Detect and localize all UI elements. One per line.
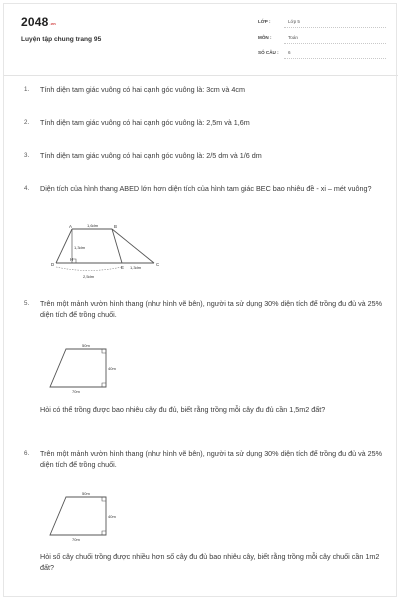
garden-trapezoid-figure xyxy=(46,340,126,396)
label-ah: 1,3dm xyxy=(74,245,86,250)
point-b: B xyxy=(114,224,117,229)
meta-grade xyxy=(258,18,386,28)
question-text: Diện tích của hình thang ABED lớn hơn diện tích của hình tam giác BEC bao nhiêu đề - xi – mét vuông? xyxy=(40,184,372,193)
label-ec: 1,3dm xyxy=(130,265,142,270)
label-bottom: 70m xyxy=(72,537,80,542)
label-ab: 1,6dm xyxy=(87,223,99,228)
meta-grade-value: Lớp 5 xyxy=(288,19,300,24)
question-number: 1. xyxy=(24,86,30,93)
meta-subject-value: Toán xyxy=(288,35,298,40)
trapezoid-outline xyxy=(50,349,106,387)
brace-de xyxy=(56,267,122,271)
question-text: Trên một mảnh vườn hình thang (như hình vẽ bên), người ta sử dụng 30% diện tích để trồng đu đủ và 25% diện tích để trồng chuối. xyxy=(40,449,383,469)
meta-count-value: 6 xyxy=(288,50,291,55)
point-e: E xyxy=(121,265,124,270)
meta-grade-key: LỚP : xyxy=(258,19,271,24)
label-height: 40m xyxy=(108,514,116,519)
question-text: Tính diện tam giác vuông có hai cạnh góc vuông là: 2,5m và 1,6m xyxy=(40,118,250,127)
worksheet-title: Luyện tập chung trang 95 xyxy=(21,36,102,43)
label-top: 50m xyxy=(82,491,90,496)
logo-tld: .vn xyxy=(49,21,56,26)
subquestion-text: Hỏi số cây chuối trồng được nhiều hơn số cây đu đủ bao nhiêu cây, biết rằng trồng mỗi cây chuối cần 1m2 đất? xyxy=(40,552,380,572)
right-angle-mark xyxy=(102,497,106,501)
label-de: 2,5dm xyxy=(83,274,95,279)
meta-subject xyxy=(258,34,386,44)
point-a: A xyxy=(69,224,72,229)
label-height: 40m xyxy=(108,366,116,371)
meta-subject-key: MÔN : xyxy=(258,35,272,40)
meta-count-key: SỐ CÂU : xyxy=(258,50,279,55)
site-logo[interactable] xyxy=(21,15,56,29)
garden-trapezoid-figure xyxy=(46,488,126,544)
right-angle-mark xyxy=(102,531,106,535)
subquestion-text: Hỏi có thể trồng được bao nhiêu cây đu đủ, biết rằng trồng mỗi cây đu đủ cần 1,5m2 đất? xyxy=(40,405,326,414)
point-d: D xyxy=(51,262,55,267)
point-c: C xyxy=(156,262,160,267)
logo-text: 2048 xyxy=(21,15,49,29)
trapezoid-abed-figure xyxy=(50,219,170,283)
meta-count xyxy=(258,49,386,59)
point-h: H xyxy=(70,257,74,262)
meta-divider xyxy=(284,58,386,59)
question-number: 4. xyxy=(24,185,30,192)
question-number: 3. xyxy=(24,152,30,159)
trapezoid-outline xyxy=(50,497,106,535)
label-top: 50m xyxy=(82,343,90,348)
meta-divider xyxy=(284,27,386,28)
edge-bc xyxy=(112,229,154,263)
question-number: 5. xyxy=(24,300,30,307)
question-number: 2. xyxy=(24,119,30,126)
question-text: Tính diện tam giác vuông có hai cạnh góc vuông là: 3cm và 4cm xyxy=(40,85,245,94)
meta-divider xyxy=(284,43,386,44)
worksheet-header xyxy=(4,4,398,76)
question-text: Trên một mảnh vườn hình thang (như hình vẽ bên), người ta sử dụng 30% diện tích để trồng đu đủ và 25% diện tích để trồng chuối. xyxy=(40,299,383,319)
worksheet-page xyxy=(3,3,397,597)
question-number: 6. xyxy=(24,450,30,457)
right-angle-mark xyxy=(102,349,106,353)
question-text: Tính diện tam giác vuông có hai cạnh góc vuông là: 2/5 dm và 1/6 dm xyxy=(40,151,262,160)
label-bottom: 70m xyxy=(72,389,80,394)
right-angle-mark xyxy=(102,383,106,387)
edge-be xyxy=(112,229,122,263)
